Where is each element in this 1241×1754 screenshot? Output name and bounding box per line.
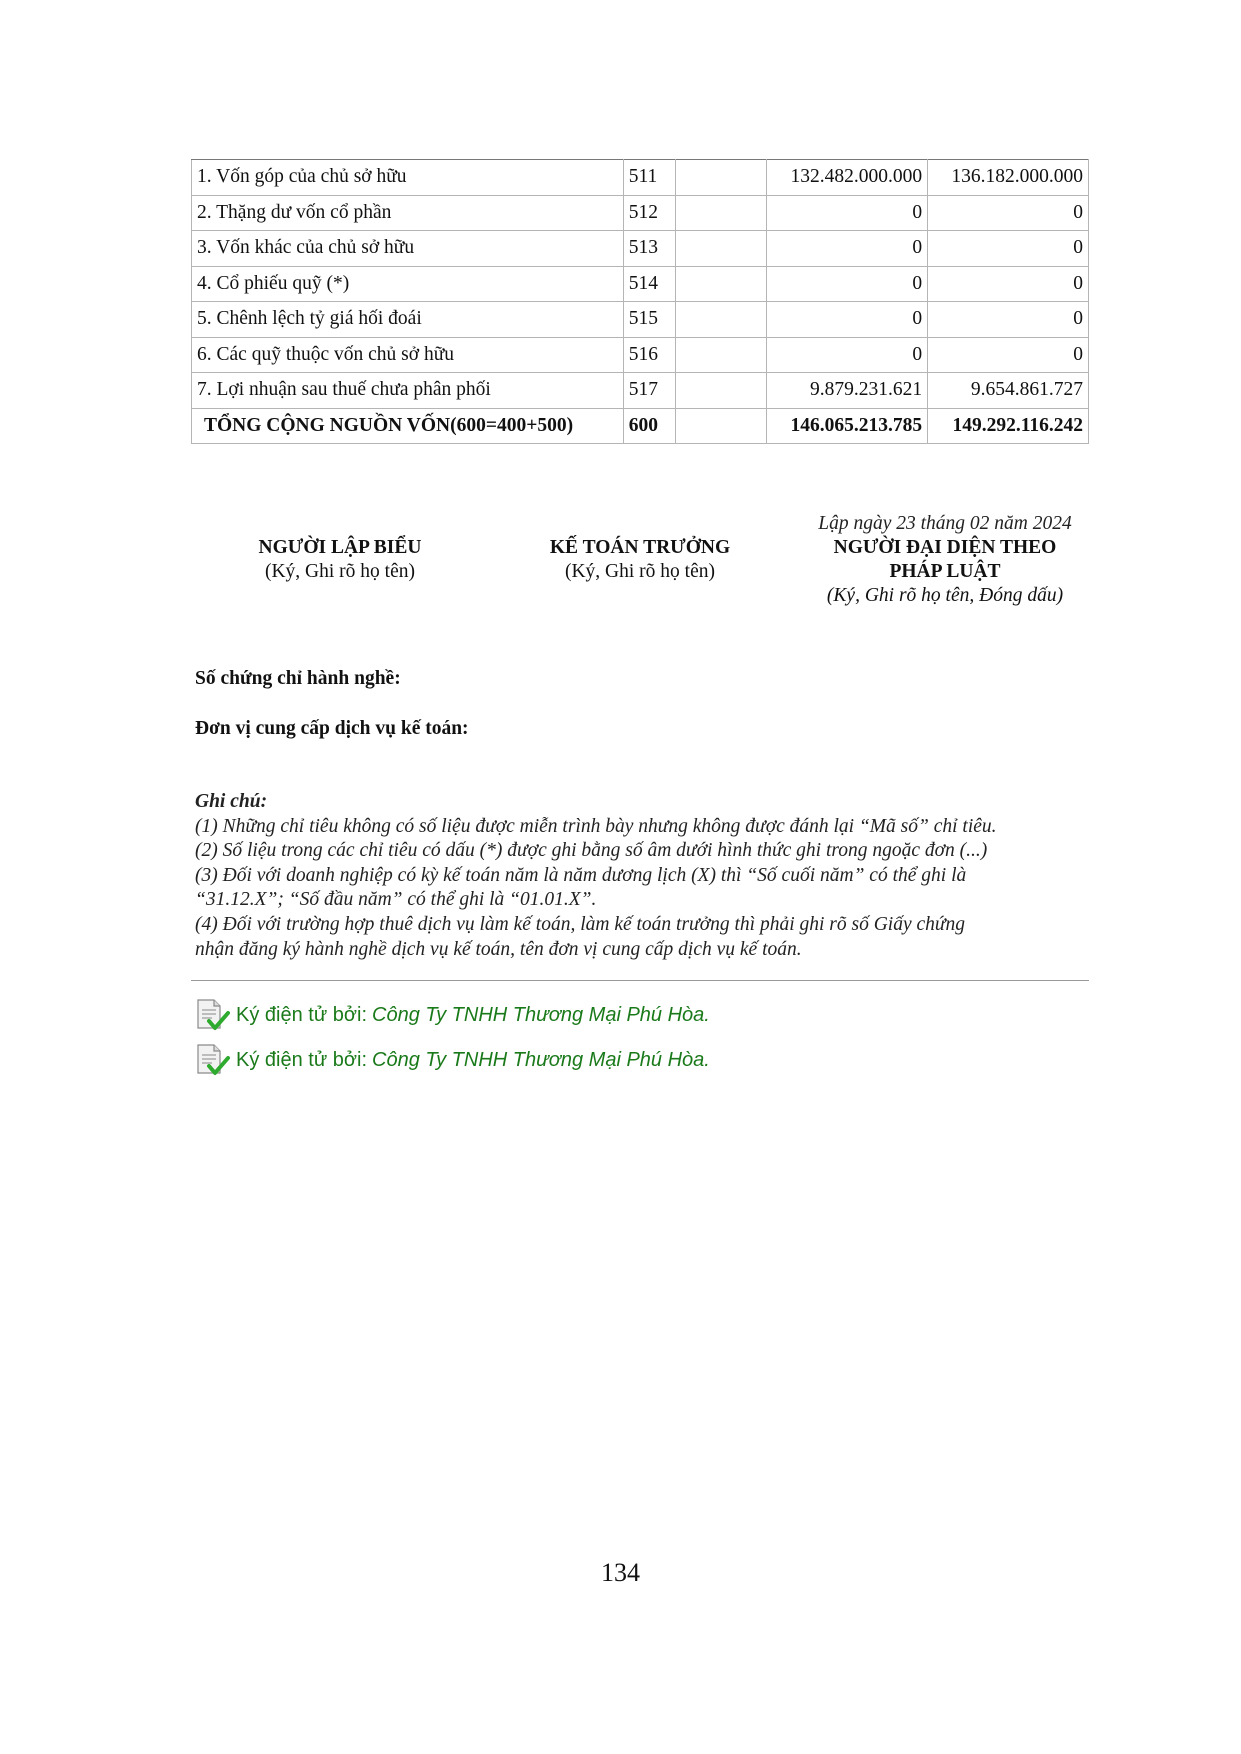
row-note <box>675 373 767 409</box>
table-row <box>192 337 1089 373</box>
signed-document-icon <box>194 997 230 1033</box>
e-signature-signer: Công Ty TNHH Thương Mại Phú Hòa. <box>372 1003 710 1026</box>
note-line: (1) Những chỉ tiêu không có số liệu được miễn trình bày nhưng không được đánh lại “Mã số” chỉ tiêu. <box>195 815 997 837</box>
row-name: 6. Các quỹ thuộc vốn chủ sở hữu <box>192 337 624 373</box>
row-end-value: 0 <box>767 337 928 373</box>
row-note <box>675 337 767 373</box>
row-code: 515 <box>623 302 675 338</box>
chief-accountant-instruction: (Ký, Ghi rõ họ tên) <box>564 561 715 582</box>
notes-heading: Ghi chú: <box>195 791 268 812</box>
row-note <box>675 231 767 267</box>
preparer-signature-block <box>235 536 445 584</box>
total-code: 600 <box>623 408 675 444</box>
row-end-value: 0 <box>767 266 928 302</box>
e-signature-label: Ký điện tử bởi: <box>236 1003 368 1026</box>
e-signature[interactable] <box>194 1042 710 1078</box>
legal-rep-instruction: (Ký, Ghi rõ họ tên, Đóng dấu) <box>826 585 1064 606</box>
e-signature[interactable] <box>194 997 710 1033</box>
chief-accountant-signature-block <box>525 536 755 584</box>
report-date: Lập ngày 23 tháng 02 năm 2024 <box>818 513 1072 534</box>
row-code: 511 <box>623 160 675 196</box>
row-note <box>675 160 767 196</box>
row-code: 516 <box>623 337 675 373</box>
row-name: 5. Chênh lệch tỷ giá hối đoái <box>192 302 624 338</box>
legal-rep-signature-block <box>795 536 1095 608</box>
table-row <box>192 302 1089 338</box>
total-name: TỔNG CỘNG NGUỒN VỐN(600=400+500) <box>192 408 624 444</box>
e-signature-signer: Công Ty TNHH Thương Mại Phú Hòa. <box>372 1048 710 1071</box>
row-end-value: 9.879.231.621 <box>767 373 928 409</box>
row-begin-value: 0 <box>928 231 1089 267</box>
row-name: 2. Thặng dư vốn cổ phần <box>192 195 624 231</box>
row-begin-value: 0 <box>928 266 1089 302</box>
row-end-value: 132.482.000.000 <box>767 160 928 196</box>
service-unit-label: Đơn vị cung cấp dịch vụ kế toán: <box>195 718 469 739</box>
row-begin-value: 136.182.000.000 <box>928 160 1089 196</box>
certificate-label: Số chứng chỉ hành nghề: <box>195 668 401 689</box>
preparer-title: NGƯỜI LẬP BIỂU <box>258 537 422 558</box>
row-begin-value: 0 <box>928 195 1089 231</box>
table-row <box>192 195 1089 231</box>
row-name: 4. Cổ phiếu quỹ (*) <box>192 266 624 302</box>
row-name: 3. Vốn khác của chủ sở hữu <box>192 231 624 267</box>
row-code: 512 <box>623 195 675 231</box>
row-begin-value: 0 <box>928 337 1089 373</box>
page-number: 134 <box>601 1558 640 1587</box>
note-line: (3) Đối với doanh nghiệp có kỳ kế toán năm là năm dương lịch (X) thì “Số cuối năm” có thể ghi là <box>195 864 967 886</box>
table-row <box>192 266 1089 302</box>
row-end-value: 0 <box>767 231 928 267</box>
row-end-value: 0 <box>767 195 928 231</box>
preparer-instruction: (Ký, Ghi rõ họ tên) <box>264 561 415 582</box>
table-row <box>192 160 1089 196</box>
e-signature-label: Ký điện tử bởi: <box>236 1048 368 1071</box>
balance-sheet-table <box>191 159 1089 444</box>
row-name: 1. Vốn góp của chủ sở hữu <box>192 160 624 196</box>
note-line: (2) Số liệu trong các chỉ tiêu có dấu (*) được ghi bằng số âm dưới hình thức ghi trong ngoặc đơn (...) <box>195 840 988 862</box>
row-note <box>675 195 767 231</box>
note-line: nhận đăng ký hành nghề dịch vụ kế toán, tên đơn vị cung cấp dịch vụ kế toán. <box>195 938 802 960</box>
total-note <box>675 408 767 444</box>
note-line: (4) Đối với trường hợp thuê dịch vụ làm kế toán, làm kế toán trưởng thì phải ghi rõ số Giấy chứng <box>195 913 966 935</box>
legal-rep-title-line1: NGƯỜI ĐẠI DIỆN THEO <box>833 537 1057 558</box>
note-line: “31.12.X”; “Số đầu năm” có thể ghi là “01.01.X”. <box>195 889 597 911</box>
total-row <box>192 408 1089 444</box>
table-row <box>192 373 1089 409</box>
total-end-value: 146.065.213.785 <box>767 408 928 444</box>
row-end-value: 0 <box>767 302 928 338</box>
row-note <box>675 266 767 302</box>
divider <box>191 980 1089 981</box>
row-note <box>675 302 767 338</box>
signed-document-icon <box>194 1042 230 1078</box>
total-begin-value: 149.292.116.242 <box>928 408 1089 444</box>
row-begin-value: 0 <box>928 302 1089 338</box>
row-name: 7. Lợi nhuận sau thuế chưa phân phối <box>192 373 624 409</box>
row-begin-value: 9.654.861.727 <box>928 373 1089 409</box>
notes-section <box>195 790 1095 962</box>
row-code: 514 <box>623 266 675 302</box>
row-code: 513 <box>623 231 675 267</box>
legal-rep-title-line2: PHÁP LUẬT <box>889 561 1001 582</box>
row-code: 517 <box>623 373 675 409</box>
chief-accountant-title: KẾ TOÁN TRƯỞNG <box>549 537 731 558</box>
table-row <box>192 231 1089 267</box>
